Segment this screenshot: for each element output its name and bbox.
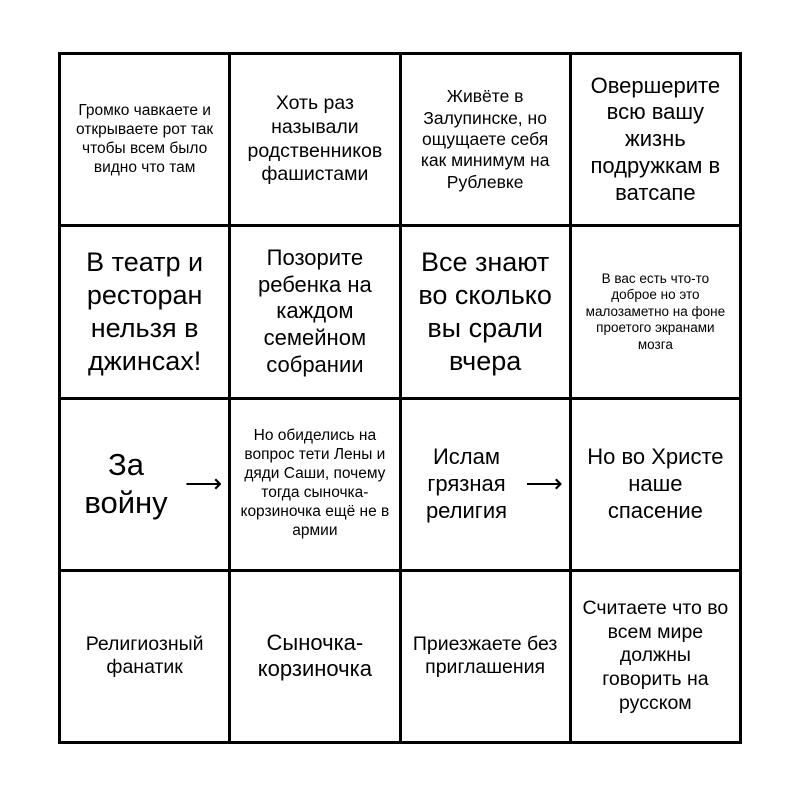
- bingo-cell-text: Живёте в Залупинске, но ощущаете себя как минимум на Рублевке: [420, 86, 550, 192]
- bingo-cell-text: Приезжаете без приглашения: [412, 632, 558, 679]
- bingo-cell-text: Считаете что во всем мире должны говорить на русском: [582, 596, 729, 715]
- bingo-cell-text: В театр и ресторан нельзя в джинсах!: [86, 247, 204, 376]
- bingo-cell-text: Овершерите всю вашу жизнь подружкам в ватсапе: [590, 72, 721, 205]
- bingo-cell[interactable]: [572, 55, 742, 227]
- bingo-cell-text: За войну: [84, 447, 168, 521]
- bingo-cell[interactable]: [231, 55, 401, 227]
- right-arrow-icon: ⟶: [184, 468, 223, 499]
- bingo-cell[interactable]: [572, 400, 742, 572]
- bingo-cell[interactable]: [231, 227, 401, 399]
- bingo-cell[interactable]: [402, 400, 572, 572]
- bingo-cell-text: Громко чавкаете и открываете рот так чтобы всем было видно что там: [76, 101, 214, 176]
- bingo-cell-text: Хоть раз называли родственников фашистами: [247, 92, 383, 186]
- bingo-cell[interactable]: [231, 572, 401, 744]
- bingo-cell-text: Все знают во сколько вы срали вчера: [418, 247, 552, 376]
- bingo-cell-text: Но во Христе наше спасение: [587, 443, 724, 523]
- bingo-cell[interactable]: [61, 400, 231, 572]
- right-arrow-icon: ⟶: [525, 468, 563, 499]
- bingo-cell-text: В вас есть что-то доброе но это малозаметно на фоне проетого экранами мозга: [585, 270, 726, 352]
- bingo-cell[interactable]: [61, 572, 231, 744]
- bingo-cell[interactable]: [572, 572, 742, 744]
- bingo-cell-text: Религиозный фанатик: [85, 632, 204, 679]
- bingo-cell[interactable]: [572, 227, 742, 399]
- bingo-cell[interactable]: [402, 227, 572, 399]
- bingo-cell-text: Позорите ребенка на каждом семейном собрании: [257, 244, 372, 378]
- bingo-cell[interactable]: [61, 227, 231, 399]
- bingo-cell[interactable]: [231, 400, 401, 572]
- bingo-cell[interactable]: [402, 55, 572, 227]
- bingo-cell[interactable]: [61, 55, 231, 227]
- bingo-cell-text: Сыночка-корзиночка: [257, 629, 372, 682]
- bingo-cell-text: Но обиделись на вопрос тети Лены и дяди Саши, почему тогда сыночка-корзиночка ещё не в армии: [240, 427, 390, 539]
- bingo-card-grid: [58, 52, 742, 744]
- bingo-cell[interactable]: [402, 572, 572, 744]
- bingo-cell-text: Ислам грязная религия: [425, 443, 508, 523]
